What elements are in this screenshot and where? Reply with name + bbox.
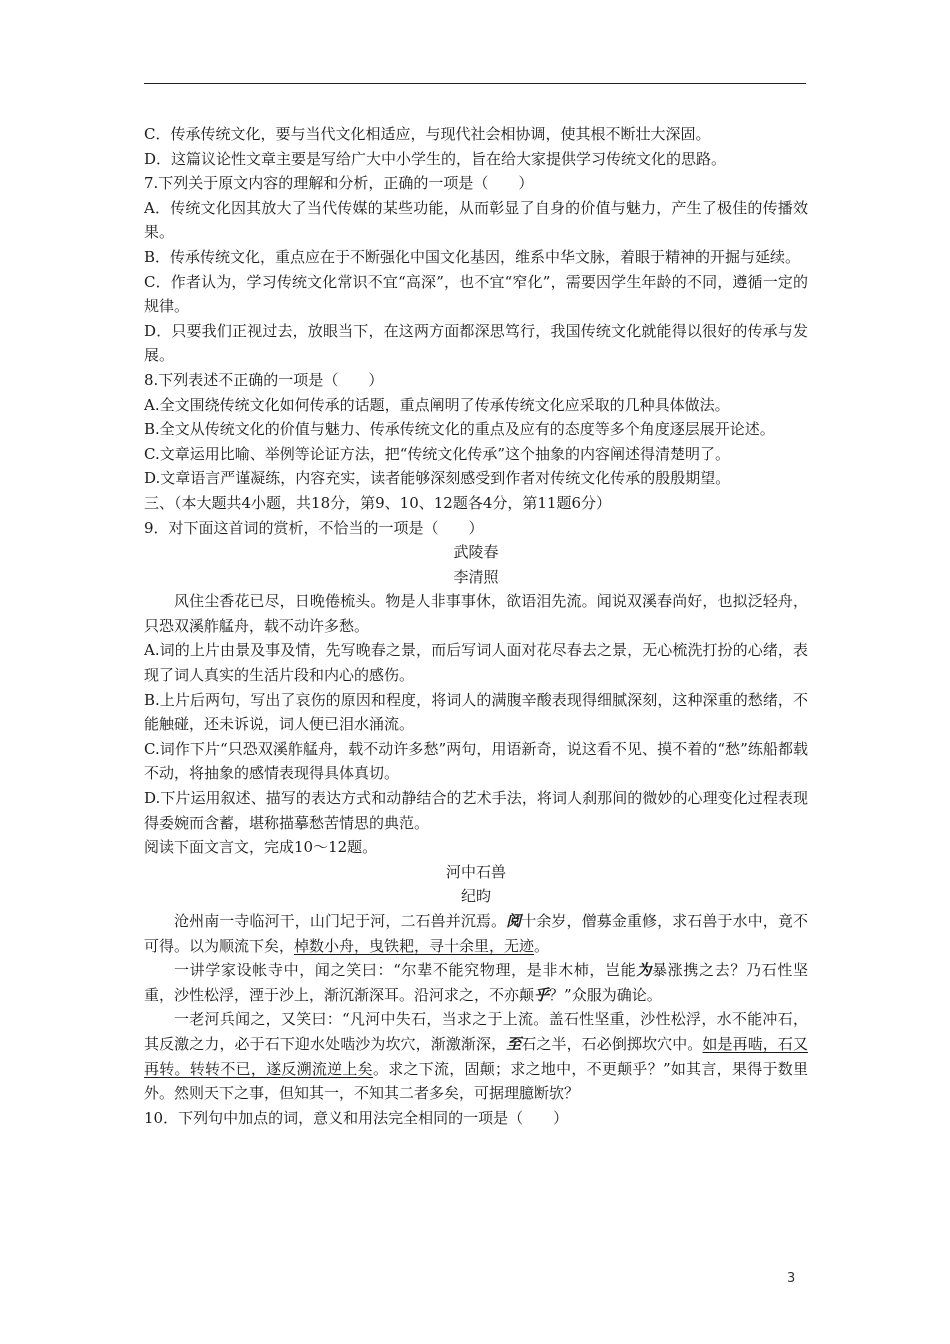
emphasized-word: 为 [636, 961, 653, 980]
poem-author: 李清照 [453, 567, 499, 586]
text-run: 。求之下流，固颠；求之地中，不更颠乎？”如其言，果得于数里外。然则天下之事，但知其一，不知其二者多矣，可据理臆断欤？ [144, 1059, 808, 1103]
q9-option-d: D.下片运用叙述、描写的表达方式和动静结合的艺术手法，将词人刹那间的微妙的心理变化过程表现得委婉而含蓄，堪称描摹愁苦情思的典范。 [144, 789, 808, 832]
reading-instruction: 阅读下面文言文，完成10～12题。 [144, 838, 378, 857]
q8-option-d: D.文章语言严谨凝练，内容充实，读者能够深刻感受到作者对传统文化传承的殷殷期望。 [144, 469, 731, 488]
option-d: D．这篇议论性文章主要是写给广大中小学生的，旨在给大家提供学习传统文化的思路。 [144, 149, 727, 168]
question-8: 8.下列表述不正确的一项是（ ） [144, 370, 384, 389]
question-10: 10．下列句中加点的词，意义和用法完全相同的一项是（ ） [144, 1108, 569, 1127]
question-9: 9．对下面这首词的赏析，不恰当的一项是（ ） [144, 518, 484, 537]
question-7: 7.下列关于原文内容的理解和分析，正确的一项是（ ） [144, 174, 534, 193]
q7-option-a: A．传统文化因其放大了当代传媒的某些功能，从而彰显了自身的价值与魅力，产生了极佳的传播效果。 [144, 198, 808, 242]
q9-option-a: A.词的上片由景及事及情，先写晚春之景，而后写词人面对花尽春去之景，无心梳洗打扮的心绪，表现了词人真实的生活片段和内心的感伤。 [144, 641, 808, 685]
q9-option-c: C.词作下片“只恐双溪舴艋舟，载不动许多愁”两句，用语新奇，说这看不见、摸不着的“愁”练船都载不动，将抽象的感情表现得具体真切。 [144, 739, 808, 783]
prose-paragraph-1 [144, 909, 808, 958]
document-body [144, 122, 808, 1130]
prose-paragraph-3 [144, 1007, 808, 1105]
section-3-header: 三、（本大题共4小题，共18分，第9、10、12题各4分，第11题6分） [144, 493, 612, 512]
poem-text: 风住尘香花已尽，日晚倦梳头。物是人非事事休，欲语泪先流。闻说双溪春尚好，也拟泛轻舟，只恐双溪舴艋舟，载不动许多愁。 [144, 592, 808, 635]
emphasized-word: 乎 [534, 985, 550, 1004]
prose-title: 河中石兽 [445, 862, 506, 881]
text-run: 。 [534, 936, 550, 955]
emphasized-word: 至 [506, 1034, 522, 1053]
text-run: 石之半，石必倒掷坎穴中。 [521, 1034, 703, 1053]
page-number: 3 [787, 1271, 796, 1286]
text-run: 十余岁，僧募金重修，求石兽于水中，竟不可得。以为顺流下矣， [144, 912, 808, 955]
prose-author: 纪昀 [460, 887, 491, 906]
header-rule [144, 83, 806, 84]
poem-title: 武陵春 [453, 543, 499, 562]
text-run: 沧州南一寺临河干，山门圮于河，二石兽并沉焉。 [174, 912, 507, 930]
q7-option-b: B．传承传统文化，重点应在于不断强化中国文化基因，维系中华文脉，着眼于精神的开掘与延续。 [144, 247, 801, 266]
underlined-sentence: 棹数小舟，曳铁耙，寻十余里，无迹 [294, 936, 535, 955]
q7-option-d: D．只要我们正视过去，放眼当下，在这两方面都深思笃行，我国传统文化就能得以很好的传承与发展。 [144, 321, 808, 365]
q8-option-b: B.全文从传统文化的价值与魅力、传承传统文化的重点及应有的态度等多个角度逐层展开论述。 [144, 420, 775, 439]
prose-paragraph-2 [144, 958, 808, 1007]
q7-option-c: C．作者认为，学习传统文化常识不宜“高深”，也不宜“窄化”，需要因学生年龄的不同，遵循一定的规律。 [144, 272, 808, 316]
underlined-sentence: 如是再啮，石又再转。转转不已，遂反溯流逆上矣 [144, 1034, 808, 1078]
q9-option-b: B.上片后两句，写出了哀伤的原因和程度，将词人的满腹辛酸表现得细腻深刻，这种深重的愁绪，不能触碰，还未诉说，词人便已泪水涌流。 [144, 690, 808, 734]
text-run: 一老河兵闻之，又笑曰：“凡河中失石，当求之于上流。盖石性坚重，沙性松浮，水不能冲石，其反激之力，必于石下迎水处啮沙为坎穴，渐激渐深， [144, 1010, 808, 1053]
option-c: C．传承传统文化，要与当代文化相适应，与现代社会相协调，使其根不断壮大深固。 [144, 125, 711, 143]
text-run: 一讲学家设帐寺中，闻之笑曰：“尔辈不能究物理，是非木杮，岂能 [174, 961, 637, 980]
q8-option-c: C.文章运用比喻、举例等论证方法，把“传统文化传承”这个抽象的内容阐述得清楚明了。 [144, 444, 731, 463]
q8-option-a: A.全文围绕传统文化如何传承的话题，重点阐明了传承传统文化应采取的几种具体做法。 [144, 395, 730, 414]
text-run: 暴涨携之去？乃石性坚重，沙性松浮，湮于沙上，渐沉渐深耳。沿河求之，不亦颠 [144, 961, 808, 1004]
emphasized-word: 阅 [506, 912, 522, 930]
text-run: ？”众服为确论。 [549, 985, 662, 1004]
